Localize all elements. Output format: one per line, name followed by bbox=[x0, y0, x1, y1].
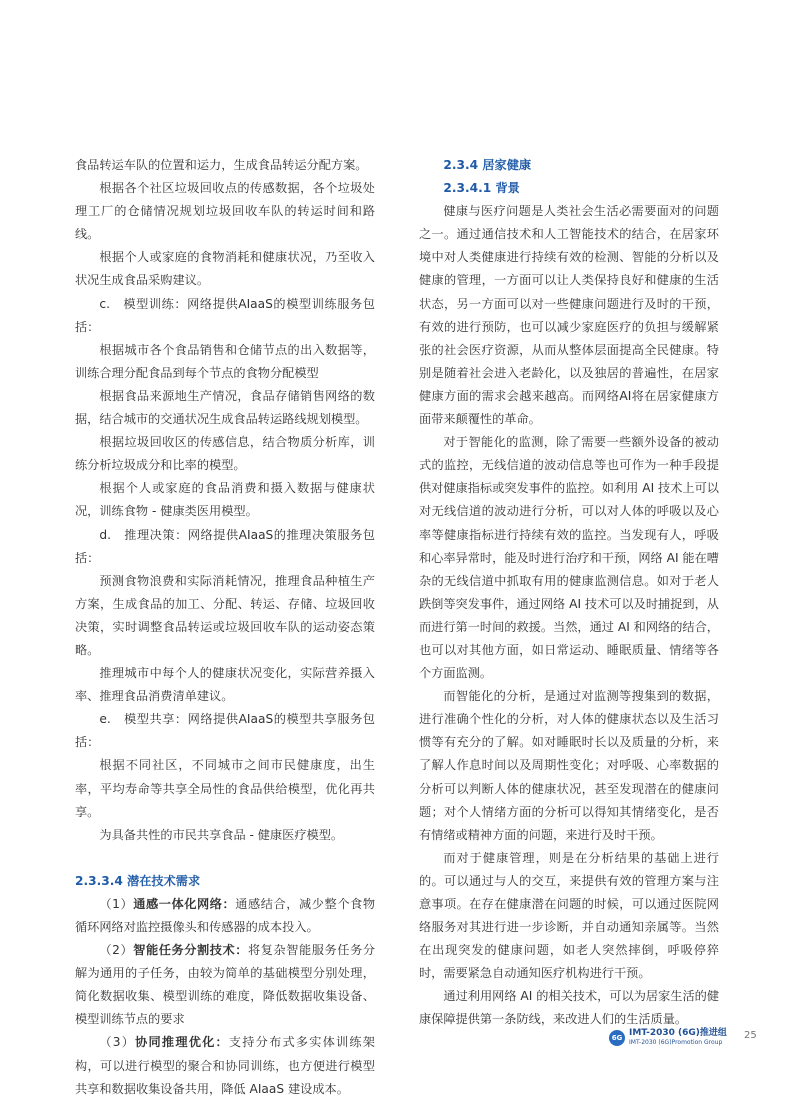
requirement-item bbox=[75, 1031, 375, 1100]
item-text: 通感结合，减少整个食物循环网络对监控摄像头和传感器的成本投入。 bbox=[75, 896, 376, 934]
left-paragraph: 根据个人或家庭的食品消费和摄入数据与健康状况，训练食物 - 健康类医用模型。 bbox=[75, 481, 375, 519]
logo-title: IMT-2030 (6G)推进组 bbox=[629, 1028, 727, 1038]
requirement-item bbox=[75, 893, 375, 939]
left-paragraph: 根据不同社区，不同城市之间市民健康度，出生率，平均寿命等共享全局性的食品供给模型，优化再共享。 bbox=[75, 758, 375, 819]
section-heading-2-3-3-4: 2.3.3.4 潜在技术需求 bbox=[75, 873, 201, 888]
left-paragraph: 推理城市中每个人的健康状况变化，实际营养摄入率、推理食品消费清单建议。 bbox=[75, 666, 375, 704]
item-term: 通感一体化网络： bbox=[133, 896, 236, 911]
left-paragraph: 根据垃圾回收区的传感信息，结合物质分析库，训练分析垃圾成分和比率的模型。 bbox=[75, 435, 375, 473]
section-heading-2-3-4: 2.3.4 居家健康 bbox=[443, 158, 532, 172]
logo-subtitle: IMT-2030 (6G)Promotion Group bbox=[629, 1039, 723, 1046]
right-paragraph: 通过利用网络 AI 的相关技术，可以为居家生活的健康保障提供第一条防线，来改进人们的生活质量。 bbox=[419, 989, 720, 1027]
left-paragraph: 根据城市各个食品销售和仓储节点的出入数据等，训练合理分配食品到每个节点的食物分配模型 bbox=[75, 342, 375, 380]
item-label: （1） bbox=[99, 896, 134, 911]
right-paragraph: 对于智能化的监测，除了需要一些额外设备的被动式的监控，无线信道的波动信息等也可作为一种手段提供对健康指标或突发事件的监控。如利用 AI 技术上可以对无线信道的波动进行分析，可以对人体的呼吸以及心率等健康指标进行持续有效的监控。当发现有人，呼吸和心率异常时，能及时进行治疗和干预，网络 AI 能在嘈杂的无线信道中抓取有用的健康监测信息。如对于老人跌倒等突发事件，通过网络 AI 技术可以及时捕捉到，从而进行第一时间的救援。当然，通过 AI 和网络的结合，也可以对其他方面，如日常运动、睡眠质量、情绪等各个方面监测。 bbox=[419, 435, 719, 681]
left-paragraph: 根据食品来源地生产情况，食品存储销售网络的数据，结合城市的交通状况生成食品转运路线规划模型。 bbox=[75, 388, 375, 427]
left-paragraph: e. 模型共享：网络提供AIaaS的模型共享服务包括： bbox=[75, 712, 375, 750]
left-paragraph: d. 推理决策：网络提供AIaaS的推理决策服务包括： bbox=[75, 527, 375, 565]
item-label: （3） bbox=[99, 1035, 136, 1050]
item-text: 支持分布式多实体训练架构，可以进行模型的聚合和协同训练，也方便进行模型共享和数据收集设备共用，降低 AIaaS 建设成本。 bbox=[75, 1035, 375, 1096]
page-number: 25 bbox=[744, 1030, 757, 1041]
right-column bbox=[419, 154, 719, 1032]
left-paragraph: 食品转运车队的位置和运力，生成食品转运分配方案。 bbox=[75, 158, 368, 172]
requirement-item bbox=[75, 939, 375, 1031]
item-term: 协同推理优化： bbox=[135, 1035, 229, 1050]
left-paragraph: c. 模型训练：网络提供AIaaS的模型训练服务包括： bbox=[75, 296, 375, 334]
item-term: 智能任务分割技术： bbox=[133, 943, 249, 958]
footer-logo bbox=[609, 1028, 727, 1048]
left-paragraph: 根据各个社区垃圾回收点的传感数据，各个垃圾处理工厂的仓储情况规划垃圾回收车队的转运时间和路线。 bbox=[75, 181, 375, 242]
item-label: （2） bbox=[99, 943, 134, 958]
left-paragraph: 为具备共性的市民共享食品 - 健康医疗模型。 bbox=[99, 827, 344, 842]
item-text: 将复杂智能服务任务分解为通用的子任务，由较为简单的基础模型分别处理，简化数据收集、模型训练的难度，降低数据收集设备、模型训练节点的要求 bbox=[75, 943, 376, 1027]
left-paragraph: 根据个人或家庭的食物消耗和健康状况，乃至收入状况生成食品采购建议。 bbox=[75, 250, 375, 288]
right-paragraph: 而智能化的分析，是通过对监测等搜集到的数据，进行准确个性化的分析，对人体的健康状态以及生活习惯等有充分的了解。如对睡眠时长以及质量的分析，来了解人作息时间以及周期性变化；对呼吸、心率数据的分析可以判断人体的健康状况，甚至发现潜在的健康问题；对个人情绪方面的分析可以得知其情绪变化，是否有情绪或精神方面的问题，来进行及时干预。 bbox=[419, 689, 719, 842]
imt2030-logo-icon: 6G bbox=[609, 1030, 625, 1046]
left-column bbox=[75, 154, 375, 1101]
right-paragraph: 而对于健康管理，则是在分析结果的基础上进行的。可以通过与人的交互，来提供有效的管理方案与注意事项。在存在健康潜在问题的时候，可以通过医院网络服务对其进行进一步诊断，并自动通知亲属等。当然在出现突发的健康问题，如老人突然摔倒，呼吸停猝时，需要紧急自动通知医疗机构进行干预。 bbox=[419, 850, 719, 981]
right-paragraph: 健康与医疗问题是人类社会生活必需要面对的问题之一。通过通信技术和人工智能技术的结合，在居家环境中对人类健康进行持续有效的检测、智能的分析以及健康的管理，一方面可以让人类保持良好和健康的生活状态，另一方面可以对一些健康问题进行及时的干预，有效的进行预防，也可以减少家庭医疗的负担与缓解紧张的社会医疗资源，从而从整体层面提高全民健康。特别是随着社会进入老龄化，以及独居的普遍性，在居家健康方面的需求会越来越高。而网络AI将在居家健康方面带来颠覆性的革命。 bbox=[419, 204, 719, 427]
left-paragraph: 预测食物浪费和实际消耗情况，推理食品种植生产方案，生成食品的加工、分配、转运、存储、垃圾回收决策，实时调整食品转运或垃圾回收车队的运动姿态策略。 bbox=[75, 573, 375, 657]
section-heading-2-3-4-1: 2.3.4.1 背景 bbox=[443, 181, 520, 196]
